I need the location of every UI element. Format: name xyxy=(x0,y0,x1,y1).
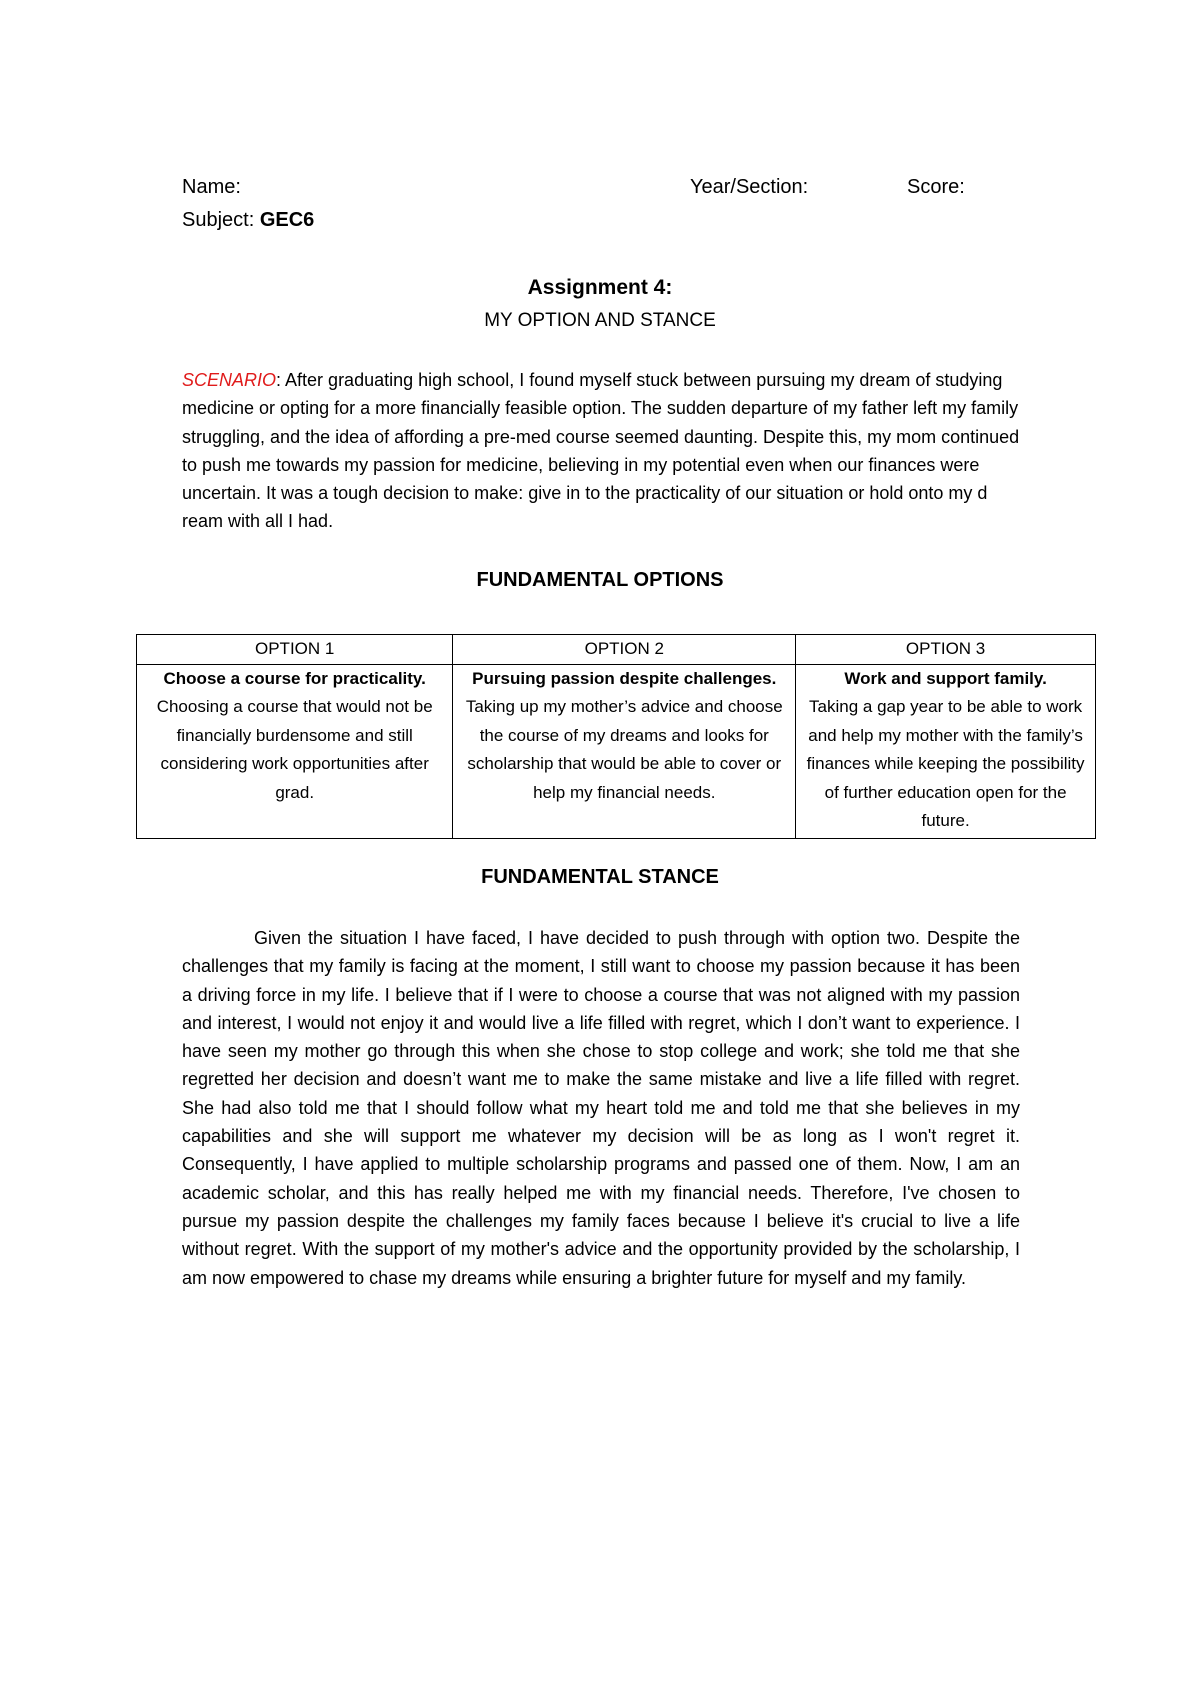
option-3-title: Work and support family. xyxy=(844,668,1047,688)
subject-value: GEC6 xyxy=(259,209,315,231)
stance-heading: FUNDAMENTAL STANCE xyxy=(481,866,719,888)
assignment-title: Assignment 4: xyxy=(527,276,673,299)
options-body-row xyxy=(137,664,1096,838)
stance-text: Given the situation I have faced, I have decided to push through with option two. Despite the challenges that my family is facing at the moment, I still want to choose my passion because it has been a driving force in my life. I believe that if I were to choose a course that was not aligned with my passion and interest, I would not enjoy it and would live a life filled with regret, which I don’t want to experience. I have seen my mother go through this when she chose to stop college and work; she told me that she regretted her decision and doesn’t want me to make the same mistake and live a life filled with regret. She had also told me that I should follow what my heart told me and told me that she believes in my capabilities and she will support me whatever my decision will be as long as I won't regret it. Consequently, I have applied to multiple scholarship programs and passed one of them. Now, I am an academic scholar, and this has really helped me with my financial needs. Therefore, I've chosen to pursue my passion despite the challenges my family faces because I believe it's crucial to live a life without regret. With the support of my mother's advice and the opportunity provided by the scholarship, I am now empowered to chase my dreams while ensuring a brighter future for myself and my family. xyxy=(182,928,1020,1288)
scenario-label: SCENARIO xyxy=(182,370,277,390)
option-1-cell xyxy=(137,664,453,838)
option-3-header: OPTION 3 xyxy=(796,635,1096,665)
assignment-subtitle: MY OPTION AND STANCE xyxy=(484,310,716,331)
year-section-label: Year/Section: xyxy=(690,176,809,198)
option-2-cell xyxy=(453,664,796,838)
scenario-paragraph xyxy=(182,366,1020,536)
scenario-text: : After graduating high school, I found myself stuck between pursuing my dream of studying medicine or opting for a more financially feasible option. The sudden departure of my father left my family struggling, and the idea of affording a pre-med course seemed daunting. Despite this, my mom continued to push me towards my passion for medicine, believing in my potential even when our finances were uncertain. It was a tough decision to make: give in to the practicality of our situation or hold onto my d ream with all I had. xyxy=(182,370,1020,532)
option-2-body: Taking up my mother’s advice and choose the course of my dreams and looks for scholarship that would be able to cover or help my financial needs. xyxy=(465,697,783,802)
subject-label: Subject: xyxy=(182,209,260,231)
option-1-header: OPTION 1 xyxy=(137,635,453,665)
stance-paragraph xyxy=(182,924,1020,1292)
option-1-title: Choose a course for practicality. xyxy=(163,668,426,688)
name-label: Name: xyxy=(182,176,241,198)
score-label: Score: xyxy=(907,176,965,198)
option-2-title: Pursuing passion despite challenges. xyxy=(472,668,777,688)
option-3-body: Taking a gap year to be able to work and help my mother with the family’s finances while keeping the possibility of further education open for the future. xyxy=(806,697,1085,830)
options-table xyxy=(136,634,1096,839)
options-header-row xyxy=(137,635,1096,665)
subject-line xyxy=(182,208,314,232)
option-3-cell xyxy=(796,664,1096,838)
options-heading: FUNDAMENTAL OPTIONS xyxy=(476,569,724,591)
option-2-header: OPTION 2 xyxy=(453,635,796,665)
option-1-body: Choosing a course that would not be financially burdensome and still considering work opportunities after grad. xyxy=(156,697,433,802)
